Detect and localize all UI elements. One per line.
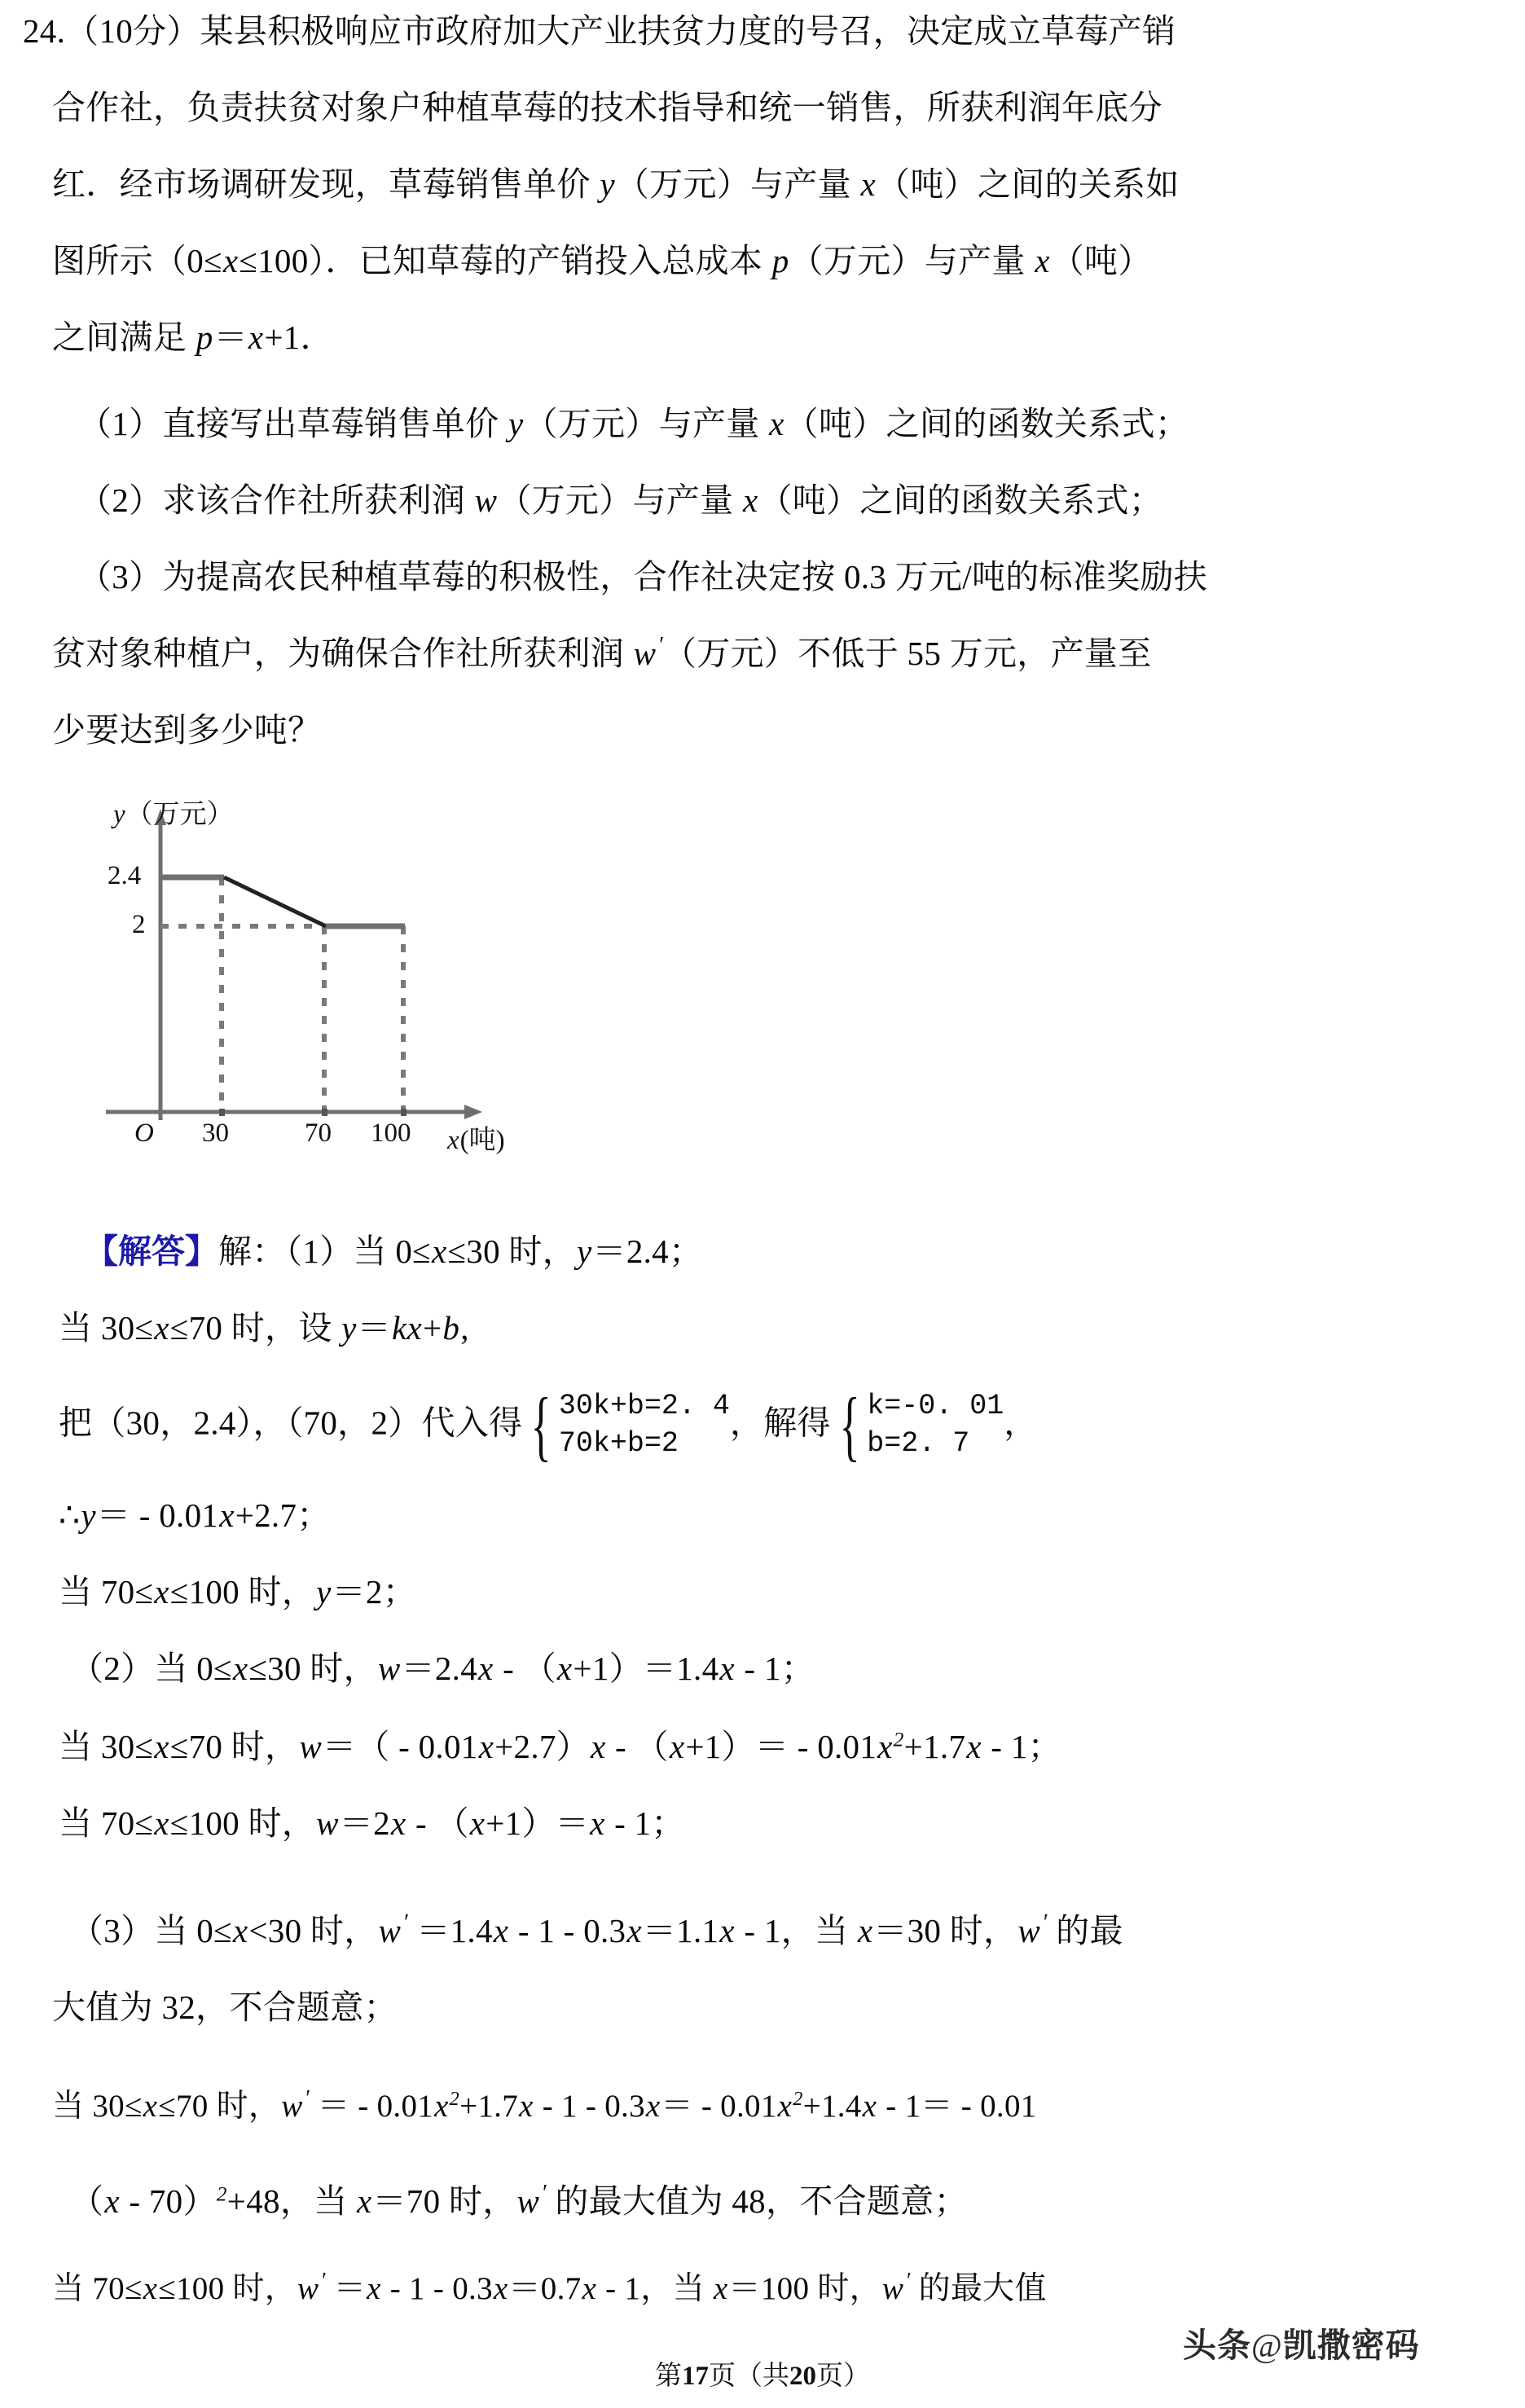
footer-prefix: 第 (655, 2362, 682, 2391)
origin-label: O (134, 1118, 154, 1148)
problem-statement-line-5: 之间满足 p＝x+1． (52, 319, 334, 356)
watermark-brand: 头条 (1183, 2327, 1251, 2364)
solution-line-3: 把（30，2.4），（70，2）代入得 { 30k+b=2. 4 70k+b=2 ，解得 { k=-0. 01 b=2. 7 ， (59, 1381, 1038, 1469)
equation-system-given (522, 1381, 730, 1469)
function-graph-figure (90, 794, 513, 1155)
equation-row: b=2. 7 (867, 1427, 970, 1461)
y-axis-label: y（万元） (113, 800, 234, 829)
footer-middle: 页（共 (709, 2362, 789, 2391)
x-axis-arrow (464, 1105, 482, 1119)
problem-question-3-line-3: 少要达到多少吨？ (52, 711, 322, 749)
solution-line-7: 当 30≤x≤70 时，$w=( - 0.01x+2.7)x - (x+1)= - 0.01x^2+1.7x - 1$； (59, 1728, 1061, 1765)
tick-x-70 (322, 1109, 327, 1116)
graph-svg (90, 794, 513, 1136)
footer-total-pages: 20 (789, 2362, 816, 2391)
solution-line-8: 当 70≤x≤100 时，w＝2x - （x+1）＝x - 1； (59, 1804, 685, 1842)
at-symbol-icon: @ (1251, 2327, 1283, 2364)
solution-line-4: ∴y＝ - 0.01x+2.7； (59, 1496, 331, 1534)
left-brace-icon: { (839, 1381, 860, 1469)
problem-question-3-line-2: 贫对象种植户，为确保合作社所获利润 w′（万元）不低于 55 万元，产量至 (52, 632, 1152, 672)
problem-statement-line-1: 24.（10分）某县积极响应市政府加大产业扶贫力度的号召，决定成立草莓产销 (23, 12, 1176, 50)
y-tick-label-2: 2 (132, 910, 146, 939)
tick-x-30 (219, 1109, 225, 1116)
solution-line-5: 当 70≤x≤100 时，y＝2； (59, 1573, 417, 1610)
equation-row: k=-0. 01 (867, 1390, 1004, 1422)
footer-page-number: 17 (682, 2362, 709, 2391)
solution-line-11: 当 30≤x≤70 时，w′ ＝ - $0.01x^2+1.7x - 1 - 0.3x= - 0.01x^2+1.4x - 1= - 0.01$ (52, 2085, 1037, 2124)
x-tick-label-30: 30 (202, 1118, 229, 1148)
segment-decreasing (224, 877, 326, 926)
y-tick-label-2point4: 2.4 (108, 861, 142, 890)
equation-row: 70k+b=2 (558, 1427, 679, 1461)
page-footer (0, 2354, 1525, 2393)
equation-system-solved (831, 1381, 1004, 1469)
x-tick-label-100: 100 (371, 1118, 411, 1148)
problem-statement-line-3: 红．经市场调研发现，草莓销售单价 y（万元）与产量 x（吨）之间的关系如 (52, 165, 1180, 203)
tick-x-100 (401, 1109, 407, 1116)
equation-row: 30k+b=2. 4 (558, 1390, 730, 1422)
problem-statement-line-2: 合作社，负责扶贫对象户种植草莓的技术指导和统一销售，所获利润年底分 (52, 89, 1162, 126)
answer-tag: 【解答】 (85, 1233, 218, 1270)
x-tick-label-70: 70 (305, 1118, 332, 1148)
problem-question-3-line-1: （3）为提高农民种植草莓的积极性，合作社决定按 0.3 万元/吨的标准奖励扶 (78, 558, 1208, 595)
watermark-handle: 凯撒密码 (1282, 2327, 1420, 2364)
solution-line-10: 大值为 32，不合题意； (52, 1988, 398, 2026)
problem-question-2: （2）求该合作社所获利润 w（万元）与产量 x（吨）之间的函数关系式； (78, 481, 1163, 519)
left-brace-icon: { (530, 1381, 552, 1469)
solution-line-2: 当 30≤x≤70 时，设 y＝kx+b, (59, 1309, 469, 1347)
solution-line-9: （3）当 0≤x<30 时，w′ ＝1.4x - 1 - 0.3x＝1.1x - 1，当 x＝30 时，w′ 的最 (70, 1909, 1123, 1949)
solution-line-12: （x - 70）$^2$+48，当 x＝70 时，w′ 的最大值为 48，不合题意； (70, 2180, 968, 2220)
problem-question-1: （1）直接写出草莓销售单价 y（万元）与产量 x（吨）之间的函数关系式； (78, 405, 1189, 442)
solution-line-13: 当 70≤x≤100 时，w′ ＝x - 1 - 0.3x＝0.7x - 1，当 x＝100 时，w′ 的最大值 (52, 2268, 1047, 2306)
x-axis-label: x(吨) (447, 1126, 505, 1155)
solution-line-1: 【解答】解：（1）当 0≤x≤30 时，y＝2.4； (85, 1233, 703, 1270)
footer-suffix: 页） (816, 2362, 870, 2391)
problem-statement-line-4: 图所示（0≤x≤100）．已知草莓的产销投入总成本 p（万元）与产量 x（吨） (52, 242, 1152, 279)
solution-line-6: （2）当 0≤x≤30 时，w＝2.4x - （x+1）＝1.4x - 1； (70, 1650, 815, 1687)
